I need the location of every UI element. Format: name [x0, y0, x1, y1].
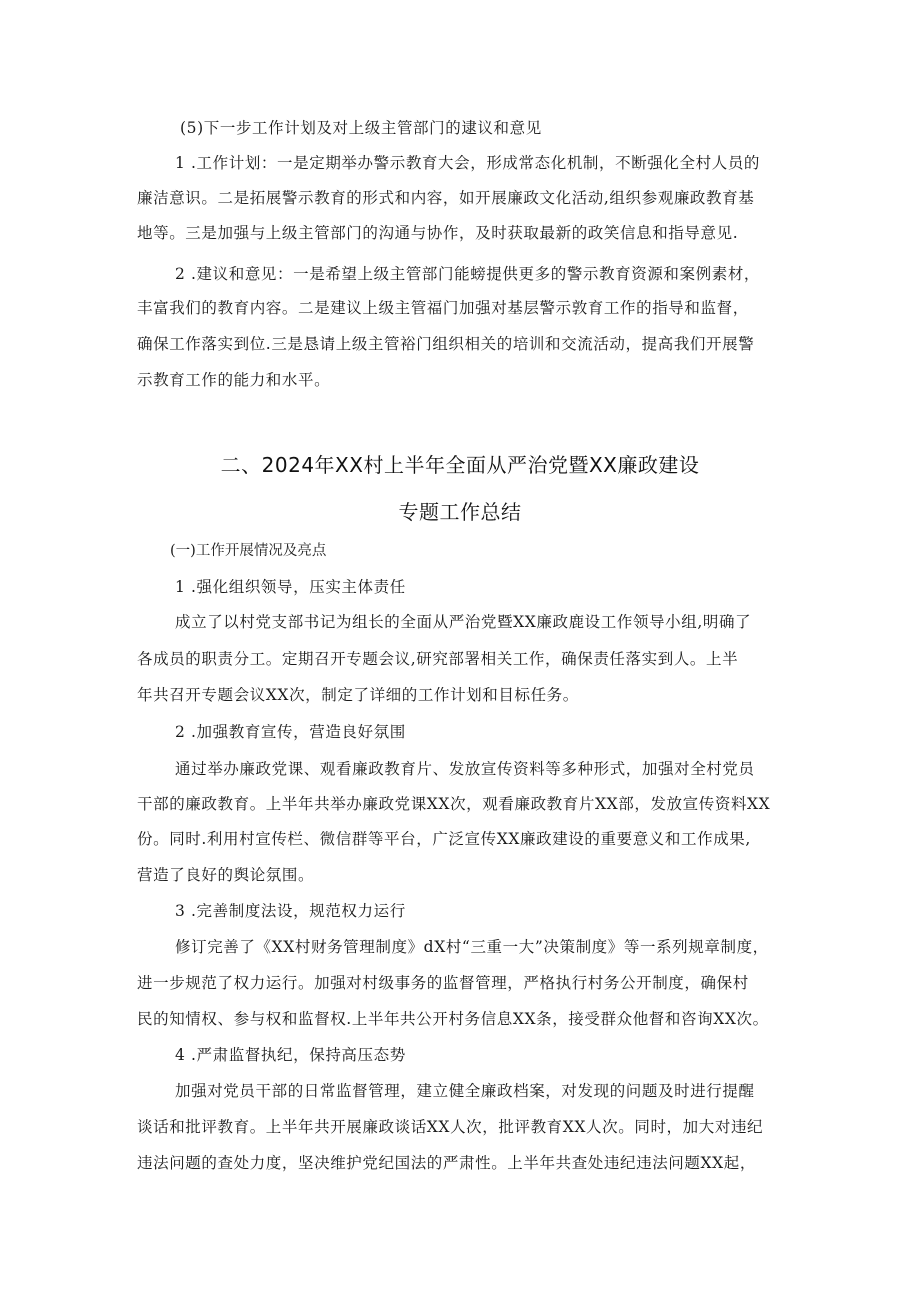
advice-paragraph-line: 丰富我们的教育内容。二是建议上级主管福门加强对基层警示敦育工作的指导和监督，: [137, 299, 749, 317]
item3-title: 3 .完善制度法设，规范权力运行: [175, 902, 406, 920]
item1-title: 1 .强化组织领导，压实主体责任: [175, 578, 406, 596]
advice-paragraph-line: 确保工作落实到位.三是恳请上级主管裕门组织相关的培训和交流活动，提高我们开展警: [137, 335, 755, 353]
item1-body-line: 年共召开专题会议XX次，制定了详细的工作计划和目标任务。: [137, 686, 579, 704]
item4-body-line: 谈话和批评教育。上半年共开展廉政谈话XX人次，批评教育XX人次。同时，加大对违纪: [137, 1118, 764, 1136]
item2-body-line: 通过举办廉政党课、观看廉政教育片、发放宣传资料等多种形式，加强对全村党员: [175, 760, 755, 778]
item3-body-line: 进一步规范了权力运行。加强对村级事务的监督管理，严格执行村务公开制度，确保村: [137, 974, 749, 992]
plan-paragraph-line: 1 .工作计划：一是定期举办警示教育大会，形成常态化机制，不断强化全村人员的: [175, 154, 761, 172]
item2-body-line: 份。同时.利用村宣传栏、微信群等平台，广泛宣传XX廉政建设的重要意义和工作成果,: [137, 830, 751, 848]
item3-body-line: 民的知情权、参与权和监督权.上半年共公开村务信息XX条，接受群众他督和咨询XX次。: [137, 1010, 769, 1028]
item1-body-line: 各成员的职责分工。定期召开专题会议,研究部署相关工作，确保责任落实到人。上半: [137, 650, 739, 668]
plan-paragraph-line: 地等。三是加强与上级主管部门的沟通与协作，及时获取最新的政笑信息和指导意见.: [137, 224, 739, 242]
item4-body-line: 加强对党员干部的日常监督管理，建立健全廉政档案，对发现的问题及时进行提醒: [175, 1082, 755, 1100]
item1-body-line: 成立了以村党支部书记为组长的全面从严治党暨XX廉政鹿设工作领导小组,明确了: [175, 613, 752, 631]
item4-title: 4 .严肃监督执纪，保持高压态势: [175, 1046, 406, 1064]
item2-body-line: 干部的廉政教育。上半年共举办廉政党课XX次，观看廉政教育片XX部，发放宣传资料XX: [137, 795, 771, 813]
plan-paragraph-line: 廉洁意识。二是拓展警示教育的形式和内容，如开展廉政文化活动,组织参观廉政教育基: [137, 189, 755, 207]
subsection-title: (一)工作开展情况及亮点: [170, 543, 327, 559]
item2-body-line: 营造了良好的舆论氛围。: [137, 866, 315, 884]
section-heading-line2: 专题工作总结: [398, 500, 522, 524]
item2-title: 2 .加强教育宣传，营造良好氛围: [175, 723, 406, 741]
item4-body-line: 违法问题的查处力度，坚决维护党纪国法的严肃性。上半年共查处违纪违法问题XX起，: [137, 1154, 756, 1172]
section-heading-line1: 二、2024年XX村上半年全面从严治党暨XX廉政建设: [220, 453, 700, 477]
advice-paragraph-line: 示教育工作的能力和水平。: [137, 371, 331, 389]
advice-paragraph-line: 2 .建议和意见：一是希望上级主管部门能螃提供更多的警示教育资源和案例素材，: [175, 265, 761, 283]
section5-title: (5)下一步工作计划及对上级主管部门的逮议和意见: [180, 119, 542, 137]
item3-body-line: 修订完善了《XX村财务管理制度》dX村“三重一大”决策制度》等一系列规章制度，: [175, 938, 769, 956]
